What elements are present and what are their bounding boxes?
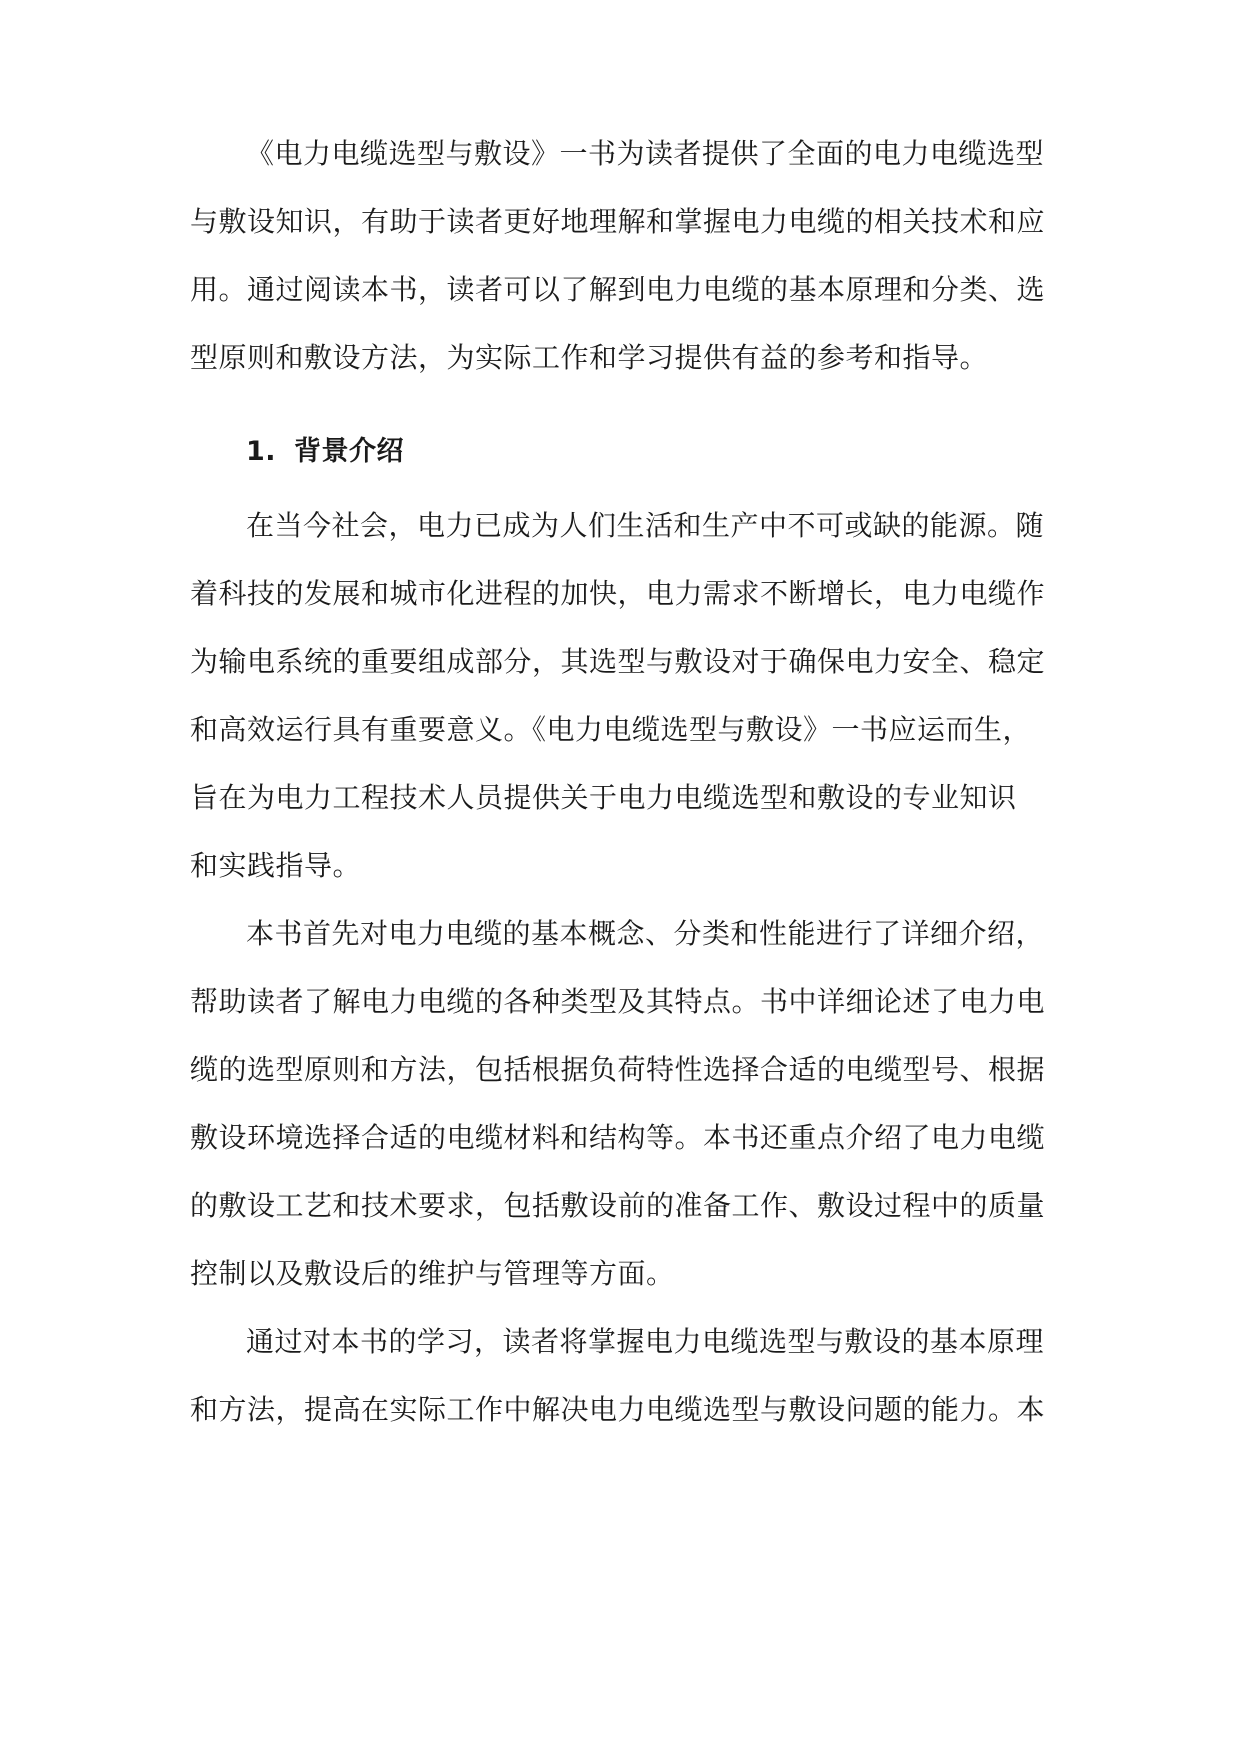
para2-line-5: 的敷设工艺和技术要求，包括敷设前的准备工作、敷设过程中的质量 <box>190 1189 1046 1222</box>
para1-line-5: 旨在为电力工程技术人员提供关于电力电缆选型和敷设的专业知识 <box>190 781 1017 814</box>
para1-line-3: 为输电系统的重要组成部分，其选型与敷设对于确保电力安全、稳定 <box>190 645 1046 678</box>
section-number: 1. <box>246 436 277 467</box>
intro-line-3: 用。通过阅读本书，读者可以了解到电力电缆的基本原理和分类、选 <box>190 273 1046 306</box>
para1-line-2: 着科技的发展和城市化进程的加快，电力需求不断增长，电力电缆作 <box>190 577 1046 610</box>
section-heading <box>246 434 404 470</box>
para1-line-1: 在当今社会，电力已成为人们生活和生产中不可或缺的能源。随 <box>246 509 1045 542</box>
para2-line-6: 控制以及敷设后的维护与管理等方面。 <box>190 1257 675 1290</box>
para1-line-4: 和高效运行具有重要意义。《电力电缆选型与敷设》一书应运而生， <box>190 713 1032 746</box>
intro-line-2: 与敷设知识，有助于读者更好地理解和掌握电力电缆的相关技术和应 <box>190 205 1046 238</box>
para2-line-3: 缆的选型原则和方法，包括根据负荷特性选择合适的电缆型号、根据 <box>190 1053 1046 1086</box>
para3-line-2: 和方法，提高在实际工作中解决电力电缆选型与敷设问题的能力。本 <box>190 1393 1046 1426</box>
para2-line-4: 敷设环境选择合适的电缆材料和结构等。本书还重点介绍了电力电缆 <box>190 1121 1046 1154</box>
para2-line-2: 帮助读者了解电力电缆的各种类型及其特点。书中详细论述了电力电 <box>190 985 1046 1018</box>
para3-line-1: 通过对本书的学习，读者将掌握电力电缆选型与敷设的基本原理 <box>246 1325 1045 1358</box>
section-title: 背景介绍 <box>294 436 404 467</box>
intro-line-4: 型原则和敷设方法，为实际工作和学习提供有益的参考和指导。 <box>190 341 989 374</box>
intro-line-1: 《电力电缆选型与敷设》一书为读者提供了全面的电力电缆选型 <box>246 137 1045 170</box>
para1-line-6: 和实践指导。 <box>190 849 362 882</box>
para2-line-1: 本书首先对电力电缆的基本概念、分类和性能进行了详细介绍， <box>246 917 1045 950</box>
